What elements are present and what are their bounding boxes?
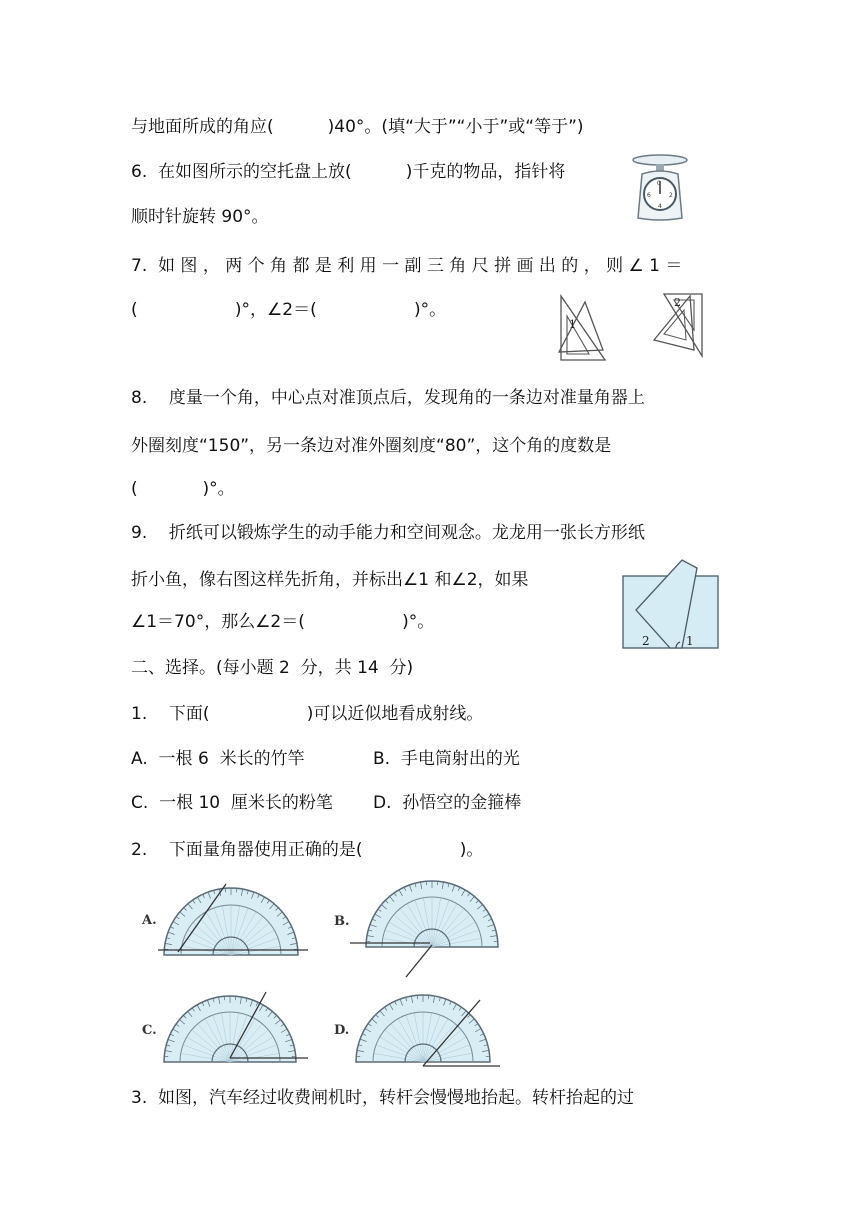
svg-text:2: 2	[669, 192, 673, 199]
q6-line-1: 6. 在如图所示的空托盘上放( )千克的物品，指针将	[131, 162, 566, 182]
q7-line-1: 7. 如 图 ， 两 个 角 都 是 利 用 一 副 三 角 尺 拼 画 出 的 ， 则 ∠ 1 ＝	[131, 256, 683, 276]
q9-line-3: ∠1＝70°，那么∠2＝( )°。	[131, 612, 435, 632]
q8-line-2: 外圈刻度“150”，另一条边对准外圈刻度“80”，这个角的度数是	[131, 436, 612, 456]
option-b-label: B.	[334, 914, 350, 929]
triangle-figure-angle-1	[555, 292, 611, 362]
option-d-label: D.	[334, 1023, 350, 1038]
q9-line-2: 折小鱼，像右图这样先折角，并标出∠1 和∠2，如果	[131, 570, 529, 590]
q8-line-1: 8. 度量一个角，中心点对准顶点后，发现角的一条边对准量角器上	[131, 388, 645, 408]
q9-line-1: 9. 折纸可以锻炼学生的动手能力和空间观念。龙龙用一张长方形纸	[131, 523, 645, 543]
option-c-label: C.	[142, 1023, 157, 1038]
mc1-option-a: A. 一根 6 米长的竹竿	[131, 749, 305, 769]
mc1-option-d: D. 孙悟空的金箍棒	[373, 793, 522, 813]
mc1-option-b: B. 手电筒射出的光	[373, 749, 520, 769]
protractor-option-c	[138, 988, 308, 1068]
folded-paper-figure	[622, 558, 722, 652]
angle-2-label: 2	[674, 296, 681, 309]
fold-angle-2-label: 2	[642, 634, 650, 648]
q7-line-2: ( )°，∠2＝( )°。	[131, 300, 447, 320]
fold-angle-1-label: 1	[686, 634, 694, 648]
q6-line-2: 顺时针旋转 90°。	[131, 207, 269, 227]
scale-figure	[630, 152, 690, 224]
mc2-stem: 2. 下面量角器使用正确的是( )。	[131, 840, 484, 860]
svg-text:4: 4	[658, 203, 662, 210]
mc1-option-c: C. 一根 10 厘米长的粉笔	[131, 793, 333, 813]
triangle-figure-angle-2	[650, 290, 706, 360]
protractor-option-d	[330, 992, 502, 1072]
svg-text:0: 0	[657, 180, 661, 187]
q5-line: 与地面所成的角应( )40°。(填“大于”“小于”或“等于”)	[131, 117, 584, 137]
protractor-option-a	[138, 880, 308, 960]
q8-line-3: ( )°。	[131, 479, 235, 499]
mc1-stem: 1. 下面( )可以近似地看成射线。	[131, 704, 484, 724]
svg-text:6: 6	[647, 192, 651, 199]
option-a-label: A.	[142, 913, 157, 928]
section-2-heading: 二、选择。(每小题 2 分，共 14 分)	[131, 658, 414, 678]
angle-1-label: 1	[569, 318, 576, 331]
protractor-option-b	[330, 875, 502, 980]
mc3-line: 3. 如图，汽车经过收费闸机时，转杆会慢慢地抬起。转杆抬起的过	[131, 1088, 635, 1108]
